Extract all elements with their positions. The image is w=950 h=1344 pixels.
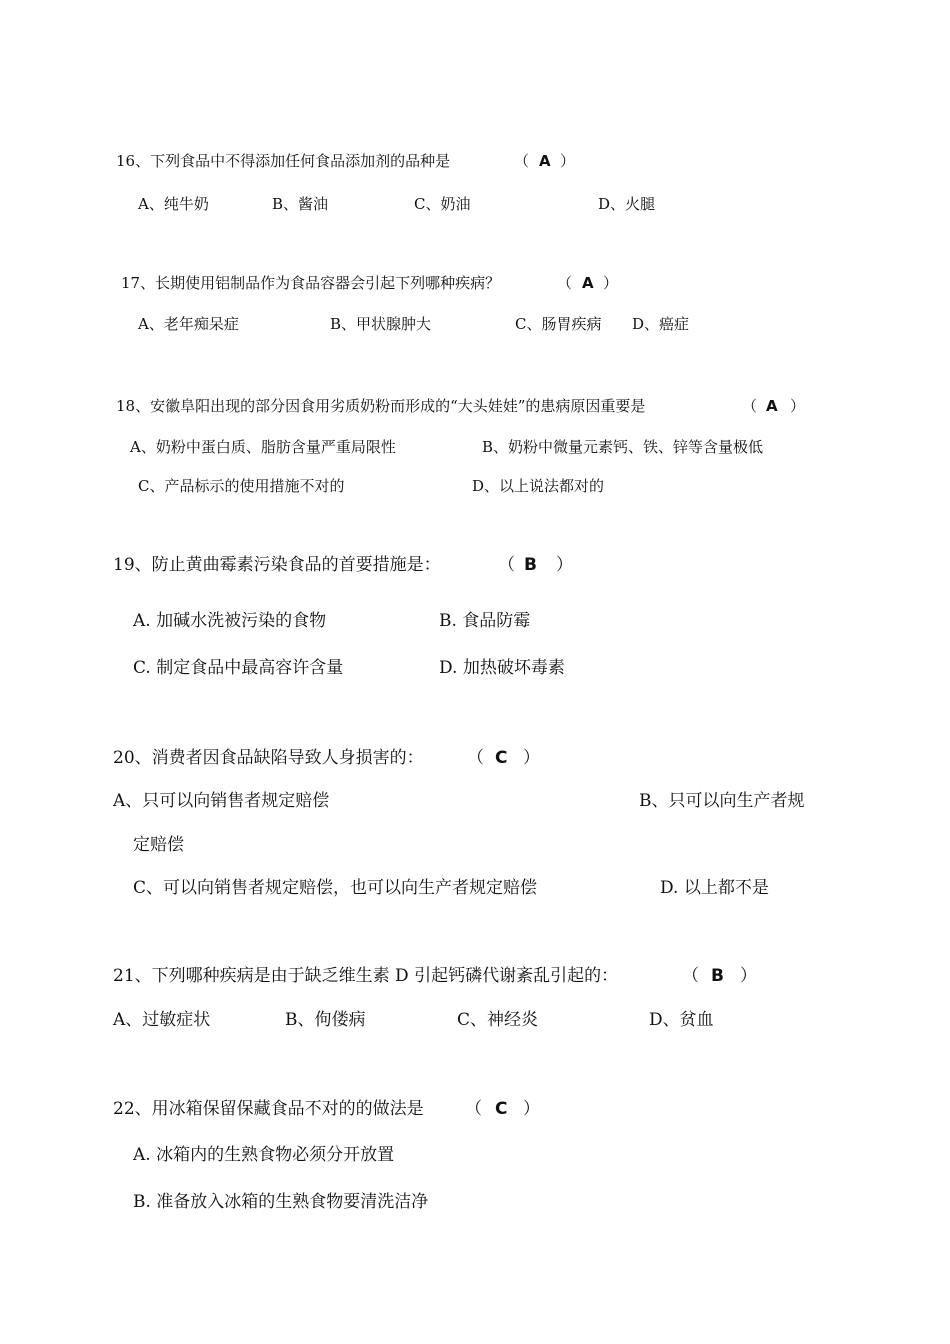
- option-b: B、只可以向生产者规: [639, 791, 805, 811]
- option-a: A、老年痴呆症: [138, 315, 239, 333]
- option-d: D、癌症: [632, 315, 690, 333]
- answer-paren-open: （: [557, 274, 573, 292]
- option-b: B. 准备放入冰箱的生熟食物要清洗洁净: [133, 1192, 429, 1212]
- option-c: C、产品标示的使用措施不对的: [138, 477, 345, 495]
- option-a: A. 加碱水洗被污染的食物: [133, 611, 327, 631]
- answer-paren-close: ）: [603, 274, 619, 292]
- answer-letter: A: [582, 274, 594, 292]
- option-c: C、肠胃疾病: [515, 315, 602, 333]
- option-d: D、贫血: [649, 1010, 714, 1030]
- answer-letter: C: [495, 1099, 508, 1119]
- answer-letter: B: [711, 966, 724, 986]
- option-d: D、以上说法都对的: [472, 477, 605, 495]
- option-d: D. 加热破坏毒素: [439, 658, 565, 678]
- option-a: A、只可以向销售者规定赔偿: [113, 791, 330, 811]
- option-b: B、酱油: [272, 195, 329, 213]
- option-d: D、火腿: [598, 195, 656, 213]
- question-text: 17、长期使用铝制品作为食品容器会引起下列哪种疾病？: [121, 274, 501, 292]
- answer-paren-open: （: [514, 152, 530, 170]
- option-a: A. 冰箱内的生熟食物必须分开放置: [133, 1145, 395, 1165]
- question-text: 16、下列食品中不得添加任何食品添加剂的品种是: [116, 152, 451, 170]
- answer-paren-close: ）: [523, 748, 540, 768]
- option-d: D. 以上都不是: [660, 878, 769, 898]
- question-text: 19、防止黄曲霉素污染食品的首要措施是：: [113, 555, 441, 575]
- option-c: C、神经炎: [457, 1010, 539, 1030]
- option-a: A、奶粉中蛋白质、脂肪含量严重局限性: [130, 438, 396, 456]
- option-b: B、甲状腺肿大: [330, 315, 432, 333]
- answer-letter: B: [524, 555, 537, 575]
- answer-paren-open: （: [467, 748, 484, 768]
- question-text: 18、安徽阜阳出现的部分因食用劣质奶粉而形成的“大头娃娃”的患病原因重要是: [116, 397, 646, 415]
- answer-paren-open: （: [498, 555, 515, 575]
- answer-paren-close: ）: [523, 1099, 540, 1119]
- option-c: C、可以向销售者规定赔偿，也可以向生产者规定赔偿: [133, 878, 538, 898]
- option-c: C、奶油: [414, 195, 471, 213]
- question-text: 21、下列哪种疾病是由于缺乏维生素 D 引起钙磷代谢紊乱引起的：: [113, 966, 619, 986]
- answer-paren-open: （: [682, 966, 699, 986]
- option-b: B、奶粉中微量元素钙、铁、锌等含量极低: [482, 438, 764, 456]
- option-c: C. 制定食品中最高容许含量: [133, 658, 344, 678]
- answer-paren-close: ）: [556, 555, 573, 575]
- answer-paren-close: ）: [790, 397, 806, 415]
- option-b-continued: 定赔偿: [133, 835, 184, 855]
- option-b: B、佝偻病: [285, 1010, 366, 1030]
- answer-letter: A: [766, 397, 778, 415]
- question-text: 20、消费者因食品缺陷导致人身损害的：: [113, 748, 424, 768]
- option-a: A、纯牛奶: [138, 195, 209, 213]
- question-text: 22、用冰箱保留保藏食品不对的的做法是: [113, 1099, 424, 1119]
- answer-paren-open: （: [742, 397, 758, 415]
- answer-paren-close: ）: [560, 152, 576, 170]
- option-a: A、过敏症状: [113, 1010, 211, 1030]
- answer-letter: C: [495, 748, 508, 768]
- answer-letter: A: [539, 152, 551, 170]
- option-b: B. 食品防霉: [439, 611, 531, 631]
- answer-paren-open: （: [465, 1099, 482, 1119]
- answer-paren-close: ）: [740, 966, 757, 986]
